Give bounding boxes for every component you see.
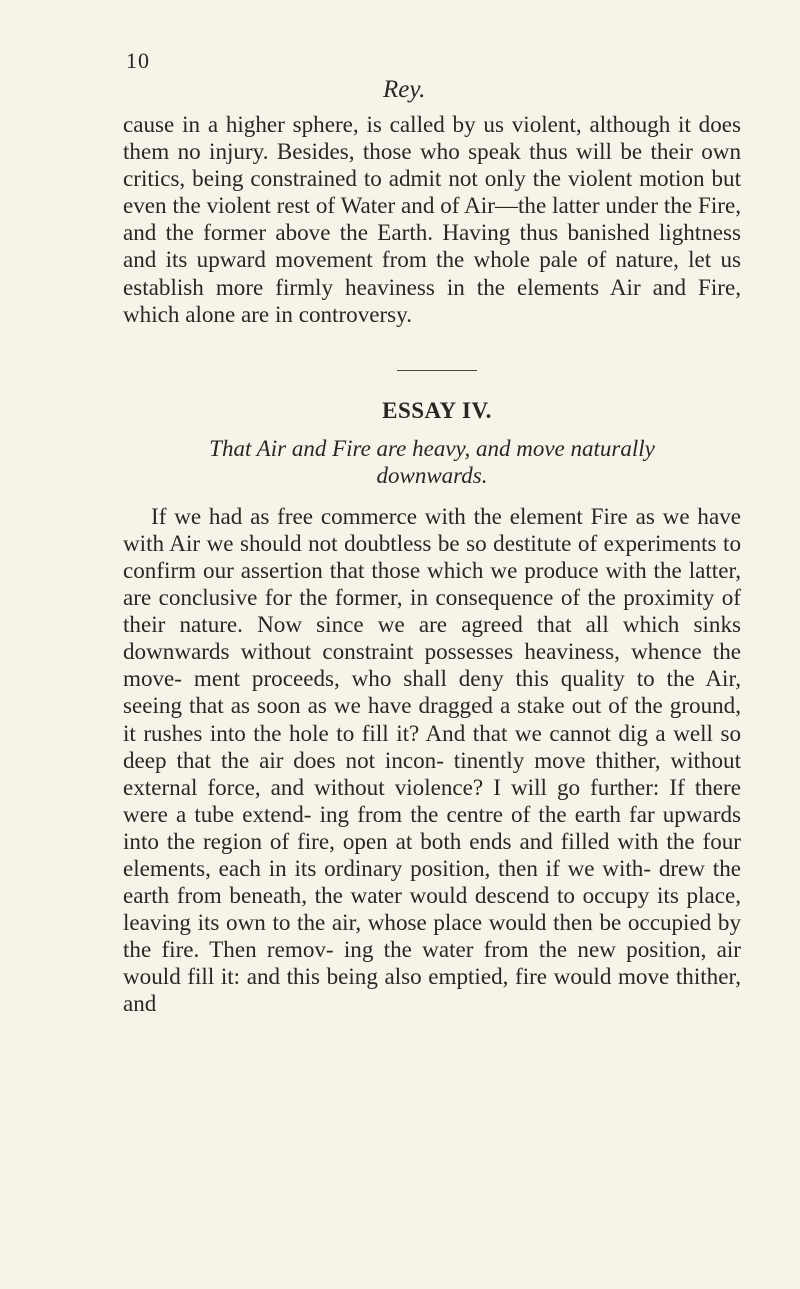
essay-heading: ESSAY IV. — [382, 397, 492, 423]
page-number: 10 — [126, 48, 150, 73]
essay-subtitle-line-1: That Air and Fire are heavy, and move naturally — [209, 435, 655, 461]
essay-subtitle — [123, 435, 741, 489]
section-divider — [397, 370, 477, 371]
opening-paragraph: cause in a higher sphere, is called by us violent, although it does them no injury. Besides, those who speak thus will be their own critics, being constrained to admit not only the violent motion but even the violent rest of Water and of Air—the latter under the Fire, and the former above the Earth. Having thus banished lightness and its upward movement from the whole pale of nature, let us establish more firmly heaviness in the elements Air and Fire, which alone are in controversy. — [123, 111, 741, 327]
running-head — [126, 48, 726, 103]
essay-paragraph: If we had as free commerce with the element Fire as we have with Air we should not doubtless be so destitute of experiments to confirm our assertion that those which we produce with the latter, are conclusive for the former, in consequence of the proximity of their nature. Now since we are agreed that all which sinks downwards without constraint possesses heaviness, whence the move- ment proceeds, who shall deny this quality to the Air, seeing that as soon as we have dragged a stake out of the ground, it rushes into the hole to fill it? And that we cannot dig a well so deep that the air does not incon- tinently move thither, without external force, and without violence? I will go further: If there were a tube extend- ing from the centre of the earth far upwards into the region of fire, open at both ends and filled with the four elements, each in its ordinary position, then if we with- drew the earth from beneath, the water would descend to occupy its place, leaving its own to the air, whose place would then be occupied by the fire. Then remov- ing the water from the new position, air would fill it: and this being also emptied, fire would move thither, and — [123, 502, 741, 1017]
text-block — [123, 111, 741, 1018]
running-title: Rey. — [383, 76, 426, 103]
essay-subtitle-line-2: downwards. — [376, 462, 488, 488]
